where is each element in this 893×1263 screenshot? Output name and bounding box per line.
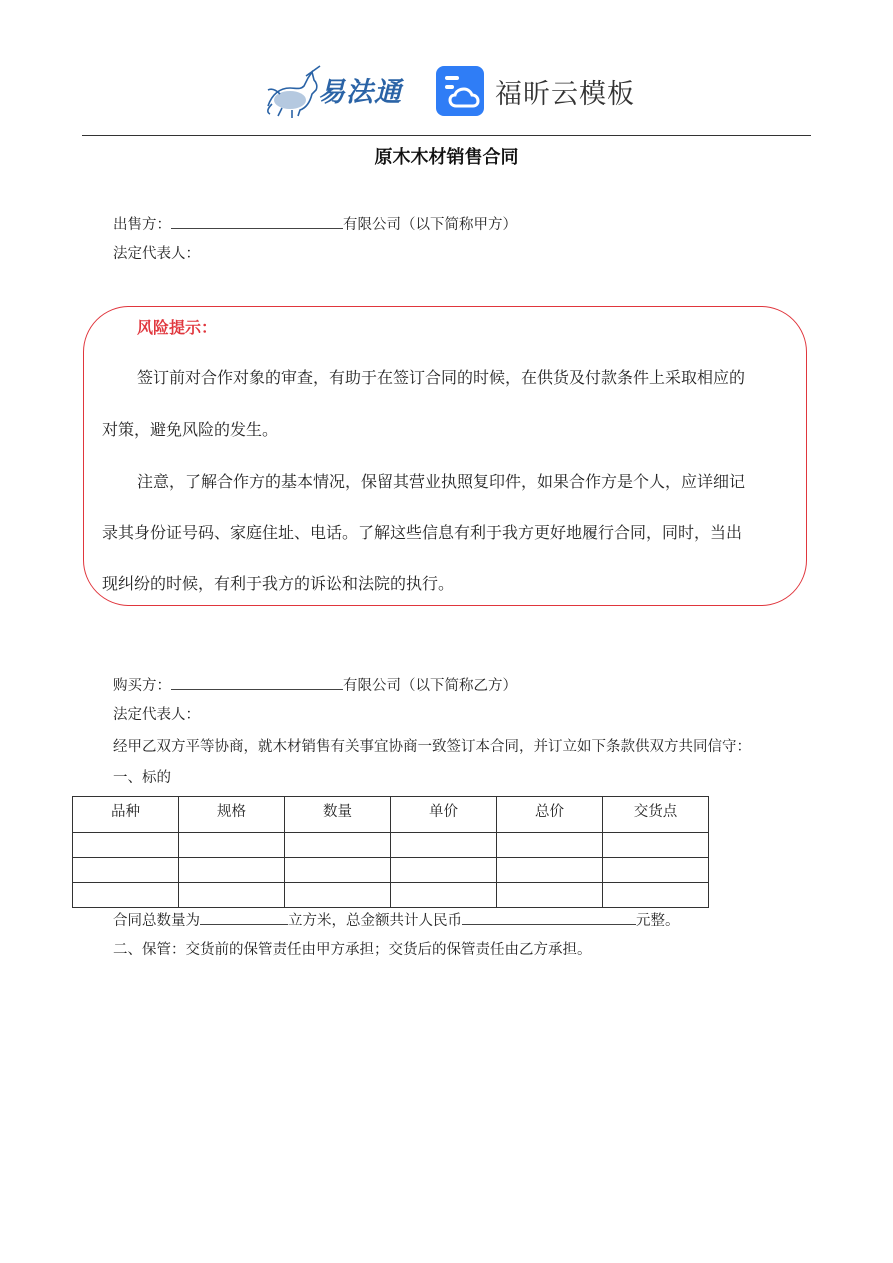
total-prefix: 合同总数量为	[113, 913, 200, 929]
section2-paragraph: 二、保管：交货前的保管责任由甲方承担；交货后的保管责任由乙方承担。	[113, 942, 592, 958]
risk-notice-line: 对策，避免风险的发生。	[102, 420, 279, 439]
table-cell[interactable]	[603, 833, 709, 858]
section1-heading: 一、标的	[113, 770, 171, 786]
table-cell[interactable]	[179, 858, 285, 883]
table-row	[73, 833, 709, 858]
seller-suffix: 有限公司（以下简称甲方）	[343, 217, 517, 233]
table-cell[interactable]	[497, 858, 603, 883]
risk-notice-title: 风险提示：	[137, 318, 218, 337]
table-header-cell: 总价	[497, 797, 603, 833]
total-mid: 立方米，总金额共计人民币	[288, 913, 462, 929]
total-quantity-blank[interactable]	[200, 909, 288, 925]
table-header-cell: 数量	[285, 797, 391, 833]
seller-line	[113, 213, 517, 235]
logo2-text: 福昕云模板	[495, 79, 635, 110]
logo1-text: 易法通	[318, 77, 402, 108]
risk-notice-line: 录其身份证号码、家庭住址、电话。了解这些信息有利于我方更好地履行合同，同时，当出	[102, 523, 743, 542]
table-cell[interactable]	[497, 883, 603, 908]
table-row	[73, 858, 709, 883]
table-header-cell: 单价	[391, 797, 497, 833]
seller-label: 出售方：	[113, 217, 171, 233]
table-cell[interactable]	[179, 833, 285, 858]
risk-notice-line: 现纠纷的时候，有利于我方的诉讼和法院的执行。	[102, 574, 455, 593]
intro-paragraph: 经甲乙双方平等协商，就木材销售有关事宜协商一致签订本合同，并订立如下条款供双方共同信守：	[113, 739, 751, 755]
table-cell[interactable]	[391, 883, 497, 908]
seller-rep-line: 法定代表人：	[113, 246, 200, 262]
risk-notice-box	[83, 306, 807, 606]
table-cell[interactable]	[603, 858, 709, 883]
buyer-line	[113, 674, 517, 696]
table-cell[interactable]	[73, 833, 179, 858]
page-header	[0, 60, 893, 124]
risk-notice-line: 签订前对合作对象的审查，有助于在签订合同的时候，在供货及付款条件上采取相应的	[137, 368, 746, 387]
table-cell[interactable]	[391, 833, 497, 858]
header-divider	[82, 135, 811, 136]
goods-table	[72, 796, 709, 908]
cloud-template-logo-icon	[436, 66, 484, 116]
table-cell[interactable]	[73, 858, 179, 883]
table-header-row	[73, 797, 709, 833]
risk-notice-line: 注意，了解合作方的基本情况，保留其营业执照复印件，如果合作方是个人，应详细记	[137, 472, 746, 491]
table-header-cell: 规格	[179, 797, 285, 833]
buyer-rep-line: 法定代表人：	[113, 707, 200, 723]
table-cell[interactable]	[285, 883, 391, 908]
total-line	[113, 909, 680, 931]
table-cell[interactable]	[179, 883, 285, 908]
table-header-cell: 品种	[73, 797, 179, 833]
table-cell[interactable]	[285, 833, 391, 858]
document-title: 原木木材销售合同	[374, 147, 519, 168]
table-cell[interactable]	[285, 858, 391, 883]
table-cell[interactable]	[73, 883, 179, 908]
table-header-cell: 交货点	[603, 797, 709, 833]
table-row	[73, 883, 709, 908]
buyer-suffix: 有限公司（以下简称乙方）	[343, 678, 517, 694]
total-suffix: 元整。	[636, 913, 680, 929]
total-amount-blank[interactable]	[462, 909, 636, 925]
buyer-name-blank[interactable]	[171, 674, 343, 690]
buyer-label: 购买方：	[113, 678, 171, 694]
table-cell[interactable]	[497, 833, 603, 858]
seller-name-blank[interactable]	[171, 213, 343, 229]
table-cell[interactable]	[603, 883, 709, 908]
table-cell[interactable]	[391, 858, 497, 883]
